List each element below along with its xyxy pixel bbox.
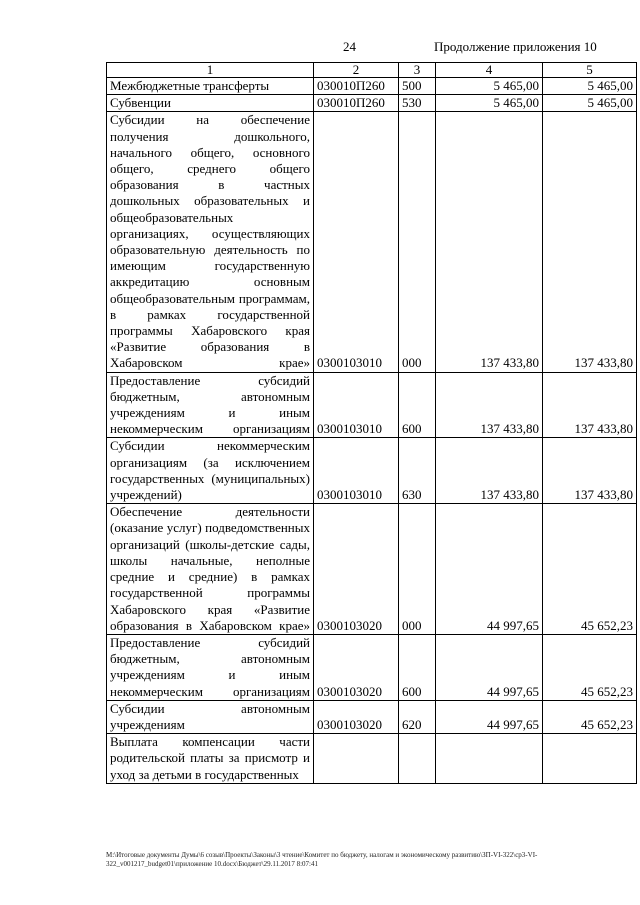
- target-code: 0300103010: [314, 112, 399, 372]
- row-name: Предоставление субсидий бюджетным, автономным учреждениям и иным некоммерческим организациям: [107, 634, 314, 700]
- page-number: 24: [343, 39, 356, 54]
- amount-year1: 137 433,80: [436, 438, 543, 504]
- column-number: 4: [436, 63, 543, 78]
- table-row: [107, 634, 637, 700]
- amount-year2: 5 465,00: [543, 78, 637, 95]
- budget-table: [106, 62, 637, 784]
- table-row: [107, 372, 637, 438]
- amount-year2: 137 433,80: [543, 438, 637, 504]
- continuation-title: Продолжение приложения 10: [434, 39, 597, 54]
- expense-type: 600: [399, 634, 436, 700]
- expense-type: [399, 734, 436, 784]
- expense-type: 530: [399, 95, 436, 112]
- row-name: Субсидии некоммерческим организациям (за исключением государственных (муниципальных) учреждений): [107, 438, 314, 504]
- row-name: Предоставление субсидий бюджетным, автономным учреждениям и иным некоммерческим организациям: [107, 372, 314, 438]
- row-name: Субвенции: [107, 95, 314, 112]
- row-name: Субсидии на обеспечение получения дошкольного, начального общего, основного общего, среднего общего образования в частных дошкольных образовательных и общеобразовательных организациях, осуществляющих образовательную деятельность по имеющим государственную аккредитацию основным общеобразовательным программам, в рамках государственной программы Хабаровского края «Развитие образования в Хабаровском крае»: [107, 112, 314, 372]
- target-code: 0300103010: [314, 372, 399, 438]
- column-number: 1: [107, 63, 314, 78]
- amount-year2: 45 652,23: [543, 634, 637, 700]
- expense-type: 620: [399, 700, 436, 733]
- target-code: [314, 734, 399, 784]
- target-code: 0300103010: [314, 438, 399, 504]
- column-number: 3: [399, 63, 436, 78]
- amount-year1: [436, 734, 543, 784]
- row-name: Субсидии автономным учреждениям: [107, 700, 314, 733]
- table-row: [107, 504, 637, 635]
- column-number-row: [107, 63, 637, 78]
- amount-year1: 44 997,65: [436, 700, 543, 733]
- table-row: [107, 112, 637, 372]
- file-path-footer: М:\Итоговые документы Думы\6 созыв\Проекты\Законы\3 чтение\Комитет по бюджету, налогам и экономическому развитию\ЗП-VI-322\ср3-VI-322_v001217_budget01\приложение 10.docx\Бюджет\29.11.2017 8:07:41: [106, 851, 538, 868]
- table-row: [107, 78, 637, 95]
- expense-type: 000: [399, 112, 436, 372]
- amount-year1: 5 465,00: [436, 78, 543, 95]
- amount-year2: 5 465,00: [543, 95, 637, 112]
- target-code: 0300103020: [314, 700, 399, 733]
- expense-type: 600: [399, 372, 436, 438]
- target-code: 030010П260: [314, 78, 399, 95]
- table-row: [107, 700, 637, 733]
- amount-year1: 44 997,65: [436, 634, 543, 700]
- target-code: 0300103020: [314, 634, 399, 700]
- row-name: Обеспечение деятельности (оказание услуг) подведомственных организаций (школы-детские сады, школы начальные, неполные средние и средние) в рамках государственной программы Хабаровского края «Развитие образования в Хабаровском крае»: [107, 504, 314, 635]
- table-row: [107, 734, 637, 784]
- amount-year1: 5 465,00: [436, 95, 543, 112]
- target-code: 030010П260: [314, 95, 399, 112]
- column-number: 5: [543, 63, 637, 78]
- column-number: 2: [314, 63, 399, 78]
- table-row: [107, 438, 637, 504]
- amount-year1: 137 433,80: [436, 372, 543, 438]
- amount-year2: 45 652,23: [543, 504, 637, 635]
- amount-year2: 137 433,80: [543, 112, 637, 372]
- expense-type: 630: [399, 438, 436, 504]
- expense-type: 000: [399, 504, 436, 635]
- expense-type: 500: [399, 78, 436, 95]
- table-row: [107, 95, 637, 112]
- amount-year1: 137 433,80: [436, 112, 543, 372]
- amount-year2: 137 433,80: [543, 372, 637, 438]
- amount-year1: 44 997,65: [436, 504, 543, 635]
- row-name: Выплата компенсации части родительской платы за присмотр и уход за детьми в государственных: [107, 734, 314, 784]
- row-name: Межбюджетные трансферты: [107, 78, 314, 95]
- amount-year2: [543, 734, 637, 784]
- target-code: 0300103020: [314, 504, 399, 635]
- amount-year2: 45 652,23: [543, 700, 637, 733]
